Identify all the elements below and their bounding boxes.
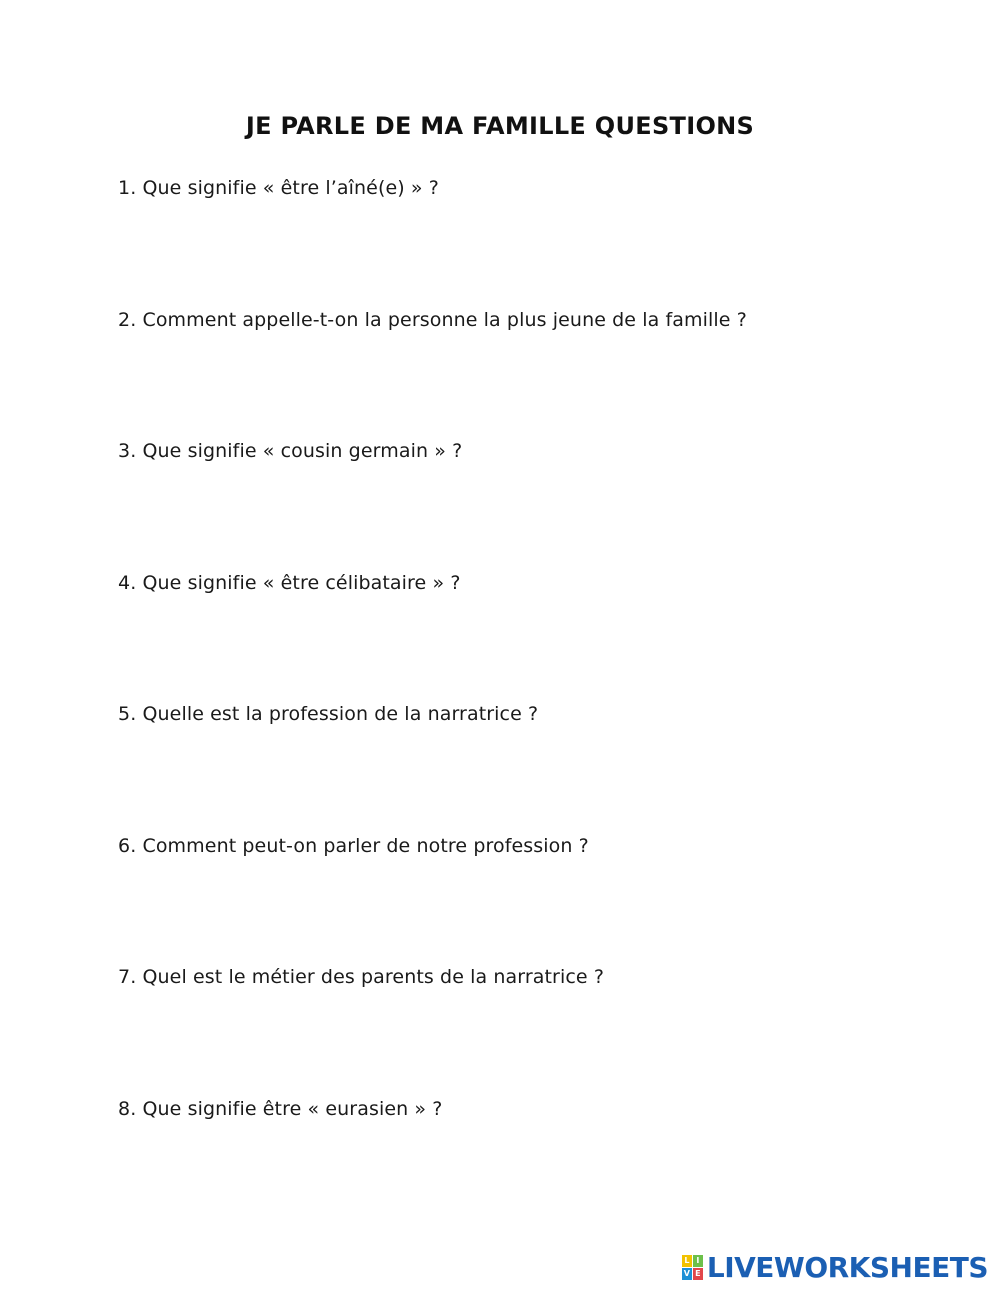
- logo-text: LIVEWORKSHEETS: [706, 1251, 988, 1284]
- question-item: 3. Que signifie « cousin germain » ?: [118, 440, 463, 462]
- logo-blocks-icon: [682, 1255, 704, 1281]
- logo-block: I: [693, 1255, 703, 1267]
- question-item: 4. Que signifie « être célibataire » ?: [118, 571, 461, 594]
- question-item: 8. Que signifie être « eurasien » ?: [118, 1097, 443, 1120]
- liveworksheets-logo: [682, 1252, 988, 1284]
- page-title: JE PARLE DE MA FAMILLE QUESTIONS: [245, 112, 755, 140]
- question-item: 1. Que signifie « être l’aîné(e) » ?: [118, 177, 439, 199]
- question-item: 2. Comment appelle-t-on la personne la plus jeune de la famille ?: [118, 308, 747, 331]
- question-item: 5. Quelle est la profession de la narratrice ?: [118, 703, 539, 725]
- question-item: 7. Quel est le métier des parents de la narratrice ?: [118, 966, 604, 988]
- logo-block: E: [693, 1268, 703, 1280]
- question-item: 6. Comment peut-on parler de notre profession ?: [118, 834, 589, 857]
- logo-block: V: [683, 1269, 690, 1278]
- logo-block: L: [682, 1255, 692, 1267]
- question-list: [118, 174, 938, 1226]
